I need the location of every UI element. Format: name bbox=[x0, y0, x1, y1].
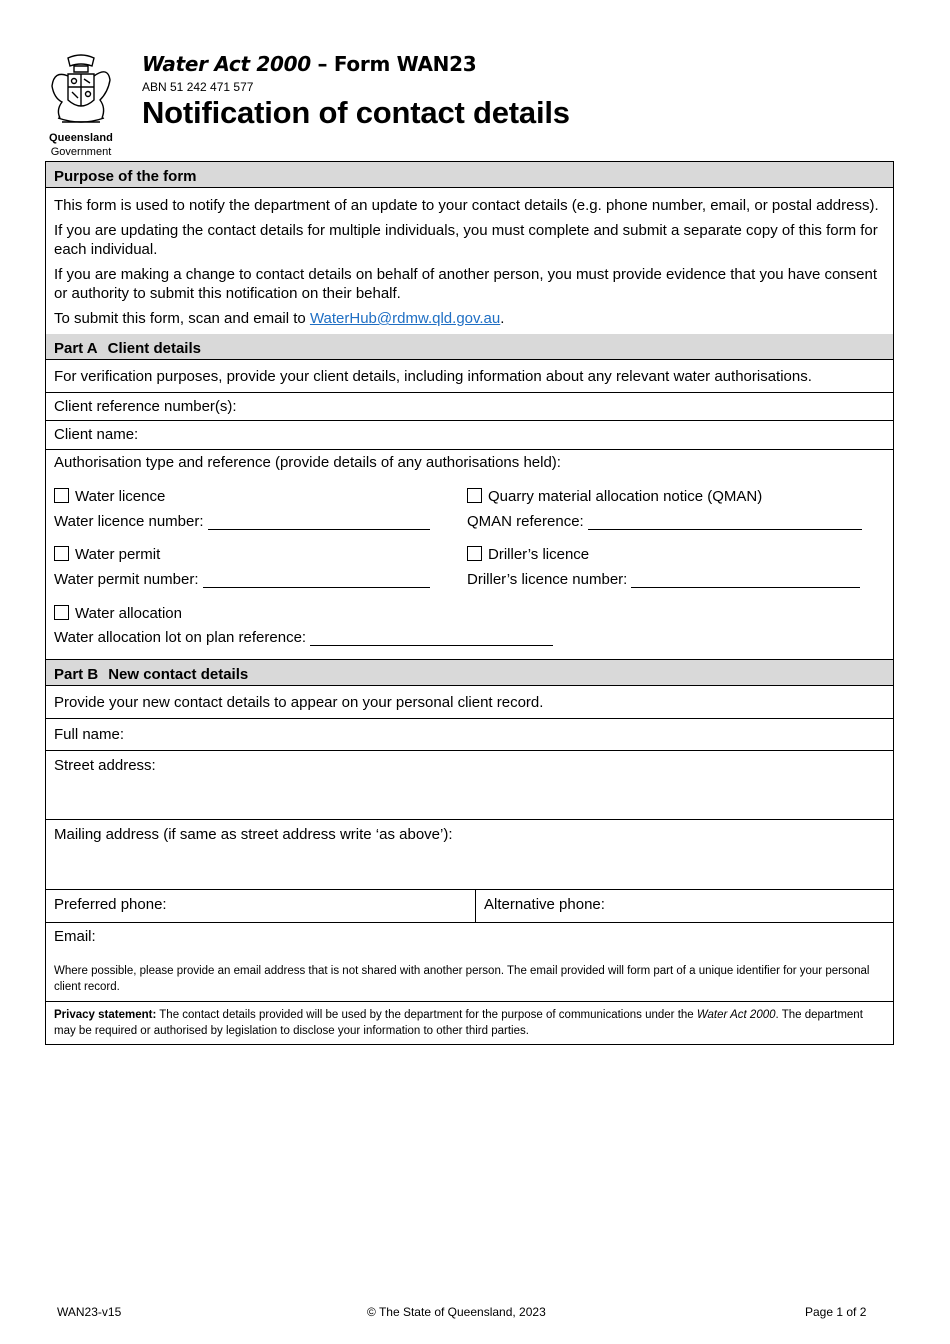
purpose-paragraph-4 bbox=[54, 309, 885, 328]
privacy-statement bbox=[46, 1002, 893, 1044]
form-version: WAN23-v15 bbox=[57, 1305, 122, 1319]
email-field[interactable] bbox=[46, 923, 893, 1002]
qman-reference-field[interactable] bbox=[467, 513, 862, 530]
page-number: Page 1 of 2 bbox=[805, 1305, 867, 1319]
part-b-label: Part B bbox=[54, 666, 99, 683]
water-permit-number-field[interactable] bbox=[54, 571, 430, 588]
checkbox-icon bbox=[467, 488, 482, 503]
water-permit-number-input[interactable] bbox=[203, 573, 430, 588]
privacy-label: Privacy statement: bbox=[54, 1009, 157, 1021]
water-permit-label: Water permit bbox=[75, 546, 161, 563]
water-allocation-label: Water allocation bbox=[75, 605, 182, 622]
water-licence-number-field[interactable] bbox=[54, 513, 430, 530]
submit-instruction: To submit this form, scan and email to bbox=[54, 310, 310, 327]
checkbox-icon bbox=[54, 546, 69, 561]
water-permit-number-label: Water permit number: bbox=[54, 571, 199, 588]
water-allocation-ref-input[interactable] bbox=[310, 631, 553, 646]
alternative-phone-label: Alternative phone: bbox=[484, 896, 605, 913]
client-name-label: Client name: bbox=[54, 426, 139, 443]
purpose-heading: Purpose of the form bbox=[46, 162, 893, 188]
part-a-intro: For verification purposes, provide your client details, including information about any relevant water authorisations. bbox=[46, 360, 893, 393]
privacy-text-2: . The department may be required or authorised by legislation to disclose your information to other third parties. bbox=[54, 1009, 863, 1037]
part-b-title: New contact details bbox=[108, 666, 249, 683]
checkbox-icon bbox=[54, 488, 69, 503]
purpose-section bbox=[46, 188, 893, 334]
part-b-heading bbox=[46, 660, 893, 686]
water-licence-number-label: Water licence number: bbox=[54, 513, 204, 530]
street-address-label: Street address: bbox=[54, 757, 156, 774]
form-heading bbox=[142, 52, 476, 76]
full-name-field[interactable] bbox=[46, 719, 893, 751]
checkbox-icon bbox=[54, 605, 69, 620]
part-a-label: Part A bbox=[54, 340, 98, 357]
street-address-field[interactable] bbox=[46, 751, 893, 820]
part-a-heading bbox=[46, 334, 893, 360]
drillers-licence-number-field[interactable] bbox=[467, 571, 860, 588]
phone-row bbox=[46, 890, 893, 923]
qman-label: Quarry material allocation notice (QMAN) bbox=[488, 488, 763, 505]
drillers-licence-number-input[interactable] bbox=[631, 573, 860, 588]
authorisation-section bbox=[46, 450, 893, 660]
full-name-label: Full name: bbox=[54, 726, 125, 743]
authorisation-label: Authorisation type and reference (provide details of any authorisations held): bbox=[54, 454, 561, 471]
client-name-field[interactable] bbox=[46, 421, 893, 450]
alternative-phone-field[interactable] bbox=[476, 890, 613, 922]
logo-text-government: Government bbox=[50, 146, 112, 158]
water-allocation-ref-field[interactable] bbox=[54, 629, 553, 646]
qman-checkbox[interactable] bbox=[467, 488, 762, 505]
queensland-government-logo bbox=[42, 52, 120, 160]
waterhub-email-link[interactable]: WaterHub@rdmw.qld.gov.au bbox=[309, 310, 501, 327]
coat-of-arms-icon bbox=[48, 52, 114, 130]
part-a-title: Client details bbox=[107, 340, 201, 357]
purpose-paragraph-1: This form is used to notify the department of an update to your contact details (e.g. phone number, email, or postal address). bbox=[54, 197, 879, 214]
purpose-paragraph-2: If you are updating the contact details for multiple individuals, you must complete and submit a separate copy of this form for each individual. bbox=[54, 222, 878, 258]
copyright: © The State of Queensland, 2023 bbox=[367, 1305, 546, 1319]
checkbox-icon bbox=[467, 546, 482, 561]
submit-instruction-end: . bbox=[500, 310, 505, 327]
water-allocation-checkbox[interactable] bbox=[54, 605, 182, 622]
mailing-address-field[interactable] bbox=[46, 820, 893, 890]
abn-text: ABN 51 242 471 577 bbox=[142, 80, 254, 94]
water-licence-label: Water licence bbox=[75, 488, 166, 505]
water-licence-number-input[interactable] bbox=[208, 515, 430, 530]
drillers-licence-number-label: Driller’s licence number: bbox=[467, 571, 628, 588]
drillers-licence-checkbox[interactable] bbox=[467, 546, 589, 563]
contact-details-form bbox=[45, 161, 894, 1045]
logo-text-queensland: Queensland bbox=[49, 132, 113, 144]
preferred-phone-label: Preferred phone: bbox=[54, 896, 167, 913]
client-reference-label: Client reference number(s): bbox=[54, 398, 237, 415]
privacy-act-name: Water Act 2000 bbox=[696, 1009, 776, 1021]
qman-reference-input[interactable] bbox=[588, 515, 862, 530]
water-allocation-ref-label: Water allocation lot on plan reference: bbox=[54, 629, 307, 646]
qman-reference-label: QMAN reference: bbox=[467, 513, 584, 530]
act-name: Water Act 2000 bbox=[142, 52, 311, 76]
drillers-licence-label: Driller’s licence bbox=[488, 546, 590, 563]
client-reference-field[interactable] bbox=[46, 393, 893, 421]
email-label: Email: bbox=[54, 928, 96, 945]
water-permit-checkbox[interactable] bbox=[54, 546, 160, 563]
water-licence-checkbox[interactable] bbox=[54, 488, 165, 505]
part-b-intro: Provide your new contact details to appear on your personal client record. bbox=[46, 686, 893, 719]
page-title: Notification of contact details bbox=[142, 95, 570, 130]
privacy-text-1: The contact details provided will be used by the department for the purpose of communications under the bbox=[156, 1009, 697, 1021]
form-number: – Form WAN23 bbox=[310, 52, 477, 76]
email-note: Where possible, please provide an email address that is not shared with another person. The email provided will form part of a unique identifier for your personal client record. bbox=[54, 965, 870, 993]
purpose-paragraph-3: If you are making a change to contact details on behalf of another person, you must provide evidence that you have consent or authority to submit this notification on their behalf. bbox=[54, 266, 878, 302]
preferred-phone-field[interactable] bbox=[46, 890, 476, 922]
mailing-address-label: Mailing address (if same as street address write ‘as above’): bbox=[54, 826, 453, 843]
